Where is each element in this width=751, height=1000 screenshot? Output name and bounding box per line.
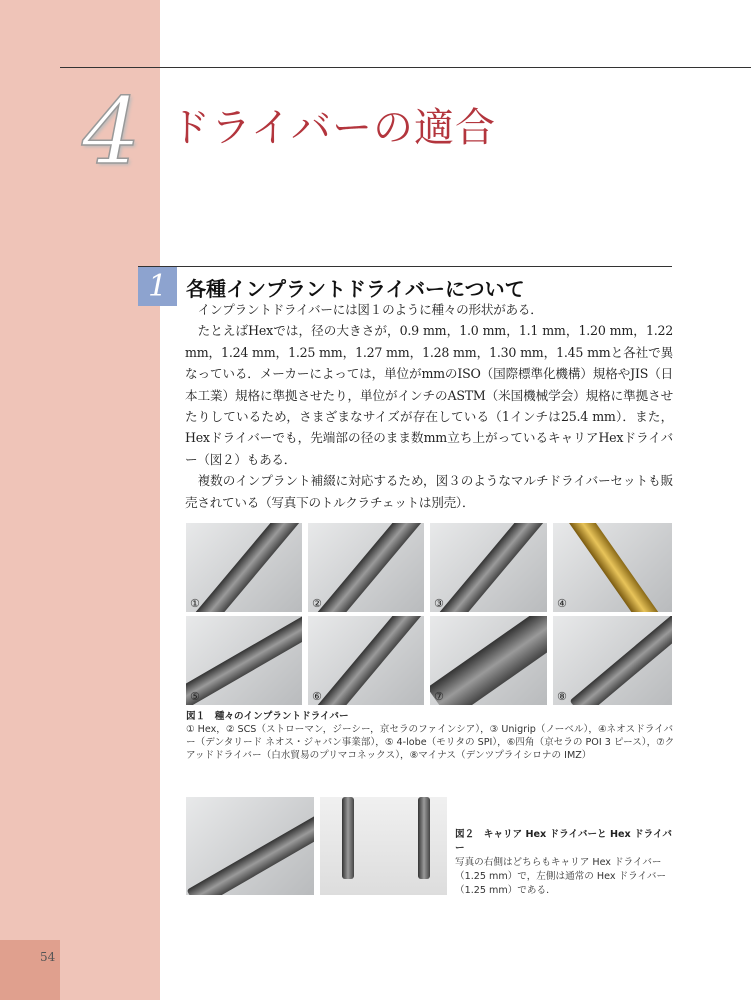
chapter-title: ドライバーの適合 (170, 105, 496, 151)
paragraph: たとえばHexでは，径の大きさが，0.9 mm，1.0 mm，1.1 mm，1.20 mm，1.22 mm，1.24 mm，1.25 mm，1.27 mm，1.28 mm，1.30 mm，1.45 mmと各社で異なっている．メーカーによっては，単位がmmのISO（国際標準化機構）規格やJIS（日本工業）規格に準拠させたり，単位がインチのASTM（米国機械学会）規格に準拠させたりしているため，さまざまなサイズが存在している（1インチは25.4 mm）．また，Hexドライバーでも，先端部の径のまま数mm立ち上がっているキャリアHexドライバー（図２）もある． (185, 323, 673, 467)
photo-label: ⑧ (557, 690, 567, 703)
figure2-caption-text: 写真の右側はどちらもキャリア Hex ドライバー（1.25 mm）で，左側は通常の Hex ドライバー（1.25 mm）である． (455, 857, 667, 896)
figure2-caption-title: 図２ キャリア Hex ドライバーと Hex ドライバー (455, 829, 672, 854)
photo-label: ⑦ (434, 690, 444, 703)
section-rule (138, 266, 672, 267)
page-number: 54 (40, 950, 56, 964)
chapter-number: 4 (82, 78, 141, 185)
figure1-photo-1 (186, 523, 302, 612)
photo-label: ② (312, 597, 322, 610)
figure1-photo-7 (430, 616, 547, 705)
figure2-photo-left (186, 797, 314, 895)
paragraph: 複数のインプラント補綴に対応するため，図３のようなマルチドライバーセットも販売されている（写真下のトルクラチェットは別売）． (185, 473, 673, 510)
figure1-caption (186, 710, 676, 762)
figure1-photo-5 (186, 616, 302, 705)
paragraph: インプラントドライバーには図１のように種々の形状がある． (197, 302, 543, 317)
figure1-photo-3 (430, 523, 547, 612)
figure2-caption (455, 828, 677, 898)
photo-label: ⑥ (312, 690, 322, 703)
figure2-photo-right (320, 797, 447, 895)
section-number: 1 (138, 267, 177, 306)
photo-label: ④ (557, 597, 567, 610)
header-rule (60, 67, 751, 68)
figure1-photo-8 (553, 616, 672, 705)
body-text (185, 299, 673, 513)
photo-label: ⑤ (190, 690, 200, 703)
photo-label: ③ (434, 597, 444, 610)
figure1-photo-4 (553, 523, 672, 612)
figure1-caption-title: 図１ 種々のインプラントドライバー (186, 711, 349, 722)
photo-label: ① (190, 597, 200, 610)
figure1-photo-6 (308, 616, 424, 705)
figure1-caption-text: ① Hex，② SCS（ストローマン，ジーシー，京セラのファインシア），③ Unigrip（ノーベル），④ネオスドライバー（デンタリード ネオス・ジャパン事業部），⑤ 4-lobe（モリタの SPI），⑥四角（京セラの POI 3 ピース），⑦クアッドドライバー（白水貿易のプリマコネックス），⑧マイナス（デンツプライシロナの IMZ） (186, 724, 675, 761)
figure1-photo-2 (308, 523, 424, 612)
page-number-box (0, 940, 60, 1000)
section-title: 各種インプラントドライバーについて (186, 277, 525, 301)
